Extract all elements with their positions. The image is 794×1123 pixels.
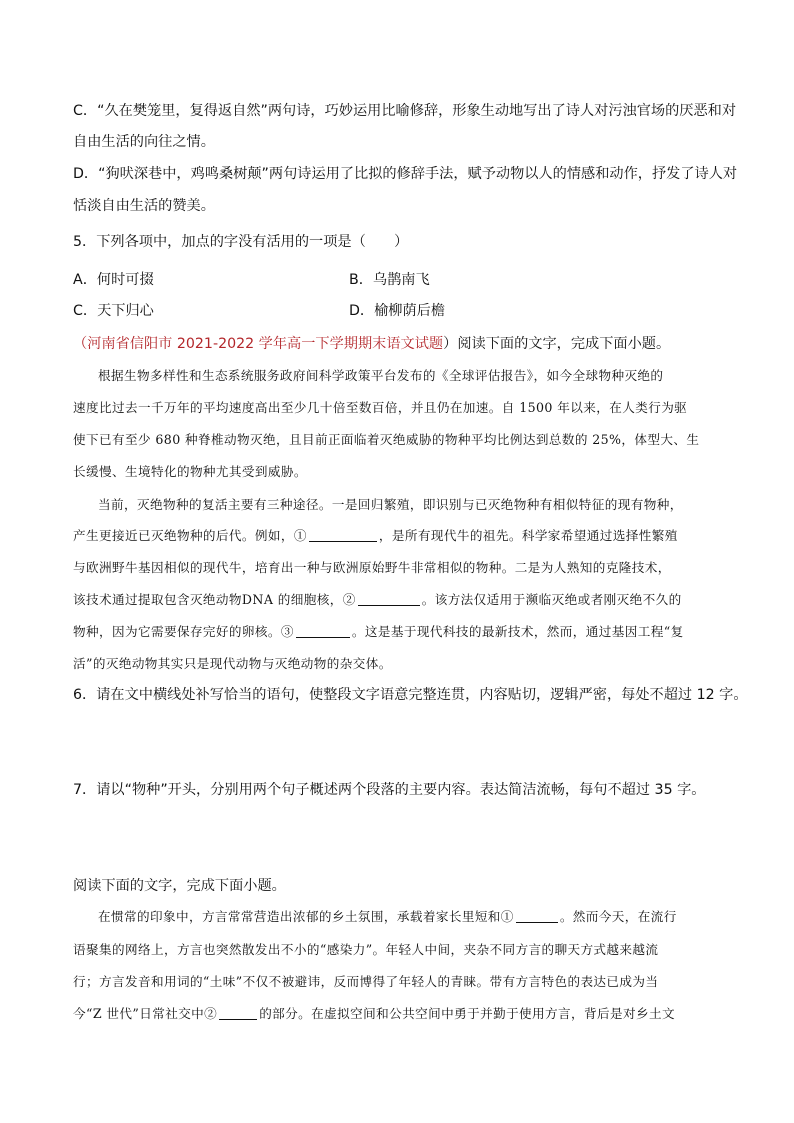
- p2-line5-before-blank: 物种，因为它需要保存完好的卵核。③: [73, 624, 294, 639]
- passage2-line3: 行；方言发音和用词的“土味”不仅不被避讳，反而博得了年轻人的青睐。带有方言特色的表达已成为当: [73, 974, 659, 989]
- q5-option-b: B．乌鹊南飞: [349, 272, 430, 288]
- passage2-line4: [73, 1004, 723, 1024]
- passage1-p2-line5: [73, 622, 723, 642]
- p2-line5-after-blank: 。这是基于现代科技的最新技术，然而，通过基因工程“复: [351, 624, 684, 639]
- q4-option-d-line1: D．“狗吠深巷中，鸡鸣桑树颠”两句诗运用了比拟的修辞手法，赋予动物以人的情感和动作，抒发了诗人对: [73, 166, 738, 182]
- source-name: 河南省信阳市 2021-2022 学年高一下学期期末语文试题: [87, 336, 444, 352]
- q5-options-row2: [73, 300, 723, 322]
- p3-line4-after-blank: 的部分。在虚拟空间和公共空间中勇于并勤于使用方言，背后是对乡土文: [259, 1006, 675, 1021]
- q4-option-c-line2: 自由生活的向往之情。: [73, 134, 215, 150]
- source-line: [73, 333, 723, 355]
- answer-blank-4[interactable]: [516, 908, 558, 923]
- passage1-p1-line3: 使下已有至少 680 种脊椎动物灭绝，且目前正面临着灭绝威胁的物种平均比例达到总数的 25%，体型大、生: [73, 432, 700, 447]
- passage2-intro: 阅读下面的文字，完成下面小题。: [73, 878, 286, 894]
- answer-blank-5[interactable]: [219, 1005, 257, 1020]
- p2-line4-after-blank: 。该方法仅适用于濒临灭绝或者刚灭绝不久的: [421, 592, 682, 607]
- q4-option-c-line1: C．“久在樊笼里，复得返自然”两句诗，巧妙运用比喻修辞，形象生动地写出了诗人对污浊官场的厌恶和对: [73, 103, 737, 119]
- passage1-p2-line4: [73, 590, 723, 610]
- passage1-p1-line2: 速度比过去一千万年的平均速度高出至少几十倍至数百倍，并且仍在加速。自 1500 年以来，在人类行为驱: [73, 400, 688, 415]
- q5-option-a: A．何时可掇: [73, 272, 154, 288]
- passage2-line1: [73, 907, 748, 927]
- passage1-p1-line1: 根据生物多样性和生态系统服务政府间科学政策平台发布的《全球评估报告》，如今全球物种灭绝的: [98, 368, 664, 383]
- passage1-p2-line3: 与欧洲野牛基因相似的现代牛，培育出一种与欧洲原始野牛非常相似的物种。二是为人熟知的克隆技术，: [73, 560, 671, 575]
- source-open: （: [73, 336, 88, 352]
- passage2-line2: 语聚集的网络上，方言也突然散发出不小的“感染力”。年轻人中间，夹杂不同方言的聊天方式越来越流: [73, 942, 659, 957]
- p2-line2-after-blank: ，是所有现代牛的祖先。科学家希望通过选择性繁殖: [378, 528, 678, 543]
- q5-option-d: D．榆柳荫后檐: [349, 303, 446, 319]
- passage1-p2-line1: 当前，灭绝物种的复活主要有三种途径。一是回归繁殖，即识别与已灭绝物种有相似特征的现有物种，: [98, 497, 683, 512]
- p3-line4-before-blank: 今“Z 世代”日常社交中②: [73, 1006, 218, 1021]
- q6-stem: 6．请在文中横线处补写恰当的语句，使整段文字语意完整连贯，内容贴切，逻辑严密，每处不超过 12 字。: [73, 687, 748, 703]
- source-intro: 阅读下面的文字，完成下面小题。: [457, 336, 671, 352]
- passage1-p2-line2: [73, 526, 723, 546]
- answer-blank-3[interactable]: [296, 623, 350, 638]
- source-close: ）: [443, 336, 458, 352]
- q5-options-row1: [73, 269, 723, 291]
- answer-blank-1[interactable]: [309, 527, 377, 542]
- q5-stem: 5．下列各项中，加点的字没有活用的一项是（ ）: [73, 234, 409, 250]
- passage1-p2-line6: 活”的灭绝动物其实只是现代动物与灭绝动物的杂交体。: [73, 656, 392, 671]
- p3-line1-before-blank: 在惯常的印象中，方言常常营造出浓郁的乡土氛围，承载着家长里短和①: [98, 909, 514, 924]
- p2-line4-before-blank: 该技术通过提取包含灭绝动物DNA 的细胞核，②: [73, 592, 356, 607]
- q4-option-d-line2: 恬淡自由生活的赞美。: [73, 198, 215, 214]
- p3-line1-after-blank: 。然而今天，在流行: [559, 909, 677, 924]
- passage1-p1-line4: 长缓慢、生境特化的物种尤其受到威胁。: [73, 464, 307, 479]
- p2-line2-before-blank: 产生更接近已灭绝物种的后代。例如，①: [73, 528, 307, 543]
- q7-stem: 7．请以“物种”开头，分别用两个句子概述两个段落的主要内容。表达简洁流畅，每句不超过 35 字。: [73, 782, 706, 798]
- q5-option-c: C．天下归心: [73, 303, 154, 319]
- answer-blank-2[interactable]: [358, 591, 420, 606]
